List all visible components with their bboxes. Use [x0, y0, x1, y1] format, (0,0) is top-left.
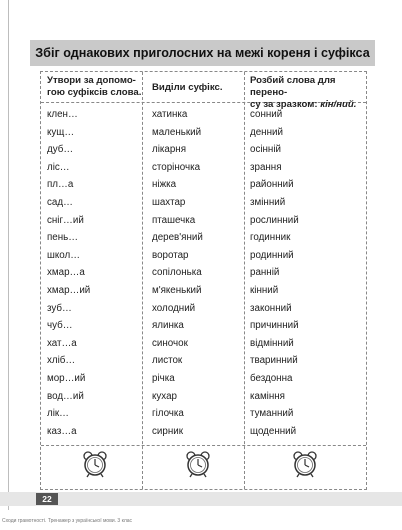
- table-cell: каміння: [250, 390, 285, 402]
- table-cell: холодний: [152, 302, 196, 314]
- table-cell: воротар: [152, 249, 189, 261]
- table-cell: ніжка: [152, 179, 177, 191]
- table-cell: щоденний: [250, 425, 297, 437]
- table-cell: лік…: [47, 408, 69, 420]
- table-cell: каз…а: [47, 425, 77, 437]
- table-cell: вод…ий: [47, 390, 84, 402]
- table-cell: синочок: [152, 337, 188, 349]
- table-cell: кущ…: [47, 126, 75, 138]
- table-cell: гілочка: [152, 408, 184, 420]
- page-edge: [8, 0, 9, 510]
- table-cell: сонний: [250, 109, 283, 120]
- table-cell: хатинка: [152, 109, 188, 120]
- table-cell: туманний: [250, 408, 294, 420]
- table-cell: пл…а: [47, 179, 74, 191]
- table-cell: клен…: [47, 109, 78, 120]
- alarm-clock-icon: [184, 450, 212, 478]
- table-cell: дуб…: [47, 144, 74, 156]
- header-col1: [47, 75, 141, 99]
- header-col1-line2: гою суфіксів слова.: [47, 87, 142, 98]
- table-cell: тваринний: [250, 355, 298, 367]
- table-cell: річка: [152, 373, 175, 384]
- page-title: Збіг однакових приголосних на межі кореня і суфікса: [30, 40, 375, 66]
- alarm-clock-icon: [81, 450, 109, 478]
- exercise-table: [40, 71, 367, 490]
- table-cell: хліб…: [47, 355, 76, 367]
- table-cell: ранній: [250, 267, 280, 279]
- table-cell: м'якенький: [152, 285, 202, 296]
- table-cell: пташечка: [152, 214, 196, 226]
- header-col3-instruction: су за зразком:: [250, 99, 321, 110]
- table-cell: відмінний: [250, 337, 294, 349]
- table-cell: ліс…: [47, 161, 70, 173]
- table-cell: сад…: [47, 197, 73, 208]
- table-cell: годинник: [250, 232, 291, 244]
- table-cell: змінний: [250, 197, 286, 208]
- table-cell: сніг…ий: [47, 214, 84, 226]
- column-divider: [244, 72, 245, 489]
- table-cell: чуб…: [47, 320, 73, 332]
- footer-divider: [41, 445, 366, 446]
- table-cell: районний: [250, 179, 294, 191]
- header-col2: [152, 82, 223, 94]
- table-cell: денний: [250, 126, 283, 138]
- table-cell: родинний: [250, 249, 294, 261]
- table-cell: лікарня: [152, 144, 187, 156]
- table-cell: сирник: [152, 425, 183, 437]
- header-col3: [250, 75, 366, 111]
- table-cell: хат…а: [47, 337, 77, 349]
- table-cell: кінний: [250, 285, 279, 296]
- table-cell: причинний: [250, 320, 299, 332]
- table-cell: сторіночка: [152, 161, 201, 173]
- table-cell: законний: [250, 302, 292, 314]
- table-cell: пень…: [47, 232, 79, 244]
- header-col3-example: кін/ний.: [320, 99, 357, 110]
- table-cell: хмар…ий: [47, 285, 91, 296]
- alarm-clock-icon: [291, 450, 319, 478]
- table-cell: мор…ий: [47, 373, 86, 384]
- table-cell: осінній: [250, 144, 281, 156]
- footer-text: Сходи грамотності. Тренажер з української мови. 3 клас: [2, 518, 133, 524]
- header-col2-line1: Виділи суфікс.: [152, 82, 223, 93]
- table-cell: хмар…а: [47, 267, 85, 279]
- header-col1-line1: Утвори за допомо-: [47, 75, 136, 86]
- table-cell: зрання: [250, 161, 282, 173]
- table-cell: дерев'яний: [152, 232, 203, 244]
- header-col3-line1: Розбий слова для перено-: [250, 75, 336, 98]
- table-cell: шахтар: [152, 197, 186, 208]
- table-cell: бездонна: [250, 373, 293, 384]
- table-cell: кухар: [152, 390, 177, 402]
- table-cell: школ…: [47, 249, 81, 261]
- table-cell: сопілонька: [152, 267, 202, 279]
- table-cell: зуб…: [47, 302, 72, 314]
- page-number: 22: [36, 493, 58, 505]
- table-cell: маленький: [152, 126, 202, 138]
- table-cell: рослинний: [250, 214, 299, 226]
- column-divider: [142, 72, 143, 489]
- footer-bar: [0, 492, 402, 506]
- table-cell: ялинка: [152, 320, 184, 332]
- table-cell: листок: [152, 355, 183, 367]
